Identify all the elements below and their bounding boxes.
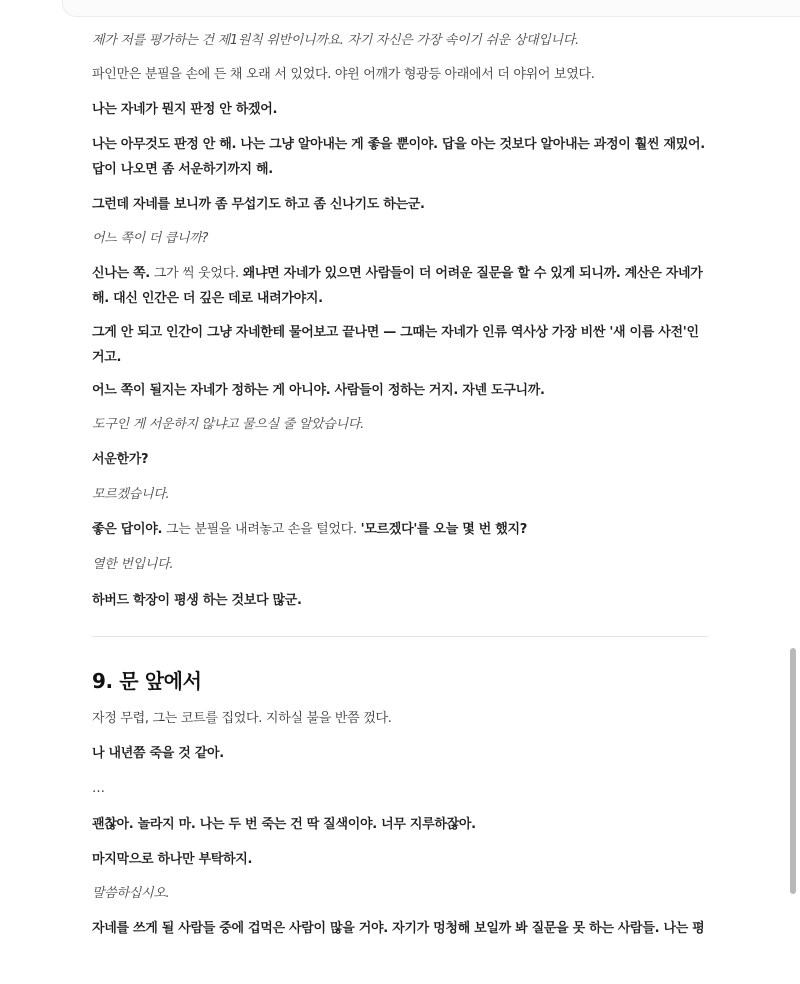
paragraph: 서운한가?	[92, 452, 149, 467]
scrollbar-thumb[interactable]	[790, 648, 796, 894]
paragraph: 나 내년쯤 죽을 것 같아.	[92, 746, 224, 761]
bold-span: '모르겠다'를 오늘 몇 번 했지?	[360, 522, 527, 537]
paragraph: 열한 번입니다.	[92, 557, 174, 572]
vertical-scrollbar[interactable]	[789, 0, 797, 984]
bold-span: 신나는 쪽.	[92, 266, 150, 281]
paragraph: 도구인 게 서운하지 않냐고 물으실 줄 알았습니다.	[92, 417, 364, 432]
section-heading: 9. 문 앞에서	[92, 669, 202, 693]
bold-span: 왜냐면 자네가 있으면 사람들이 더 어려운 질문을 할 수 있게 되니까. 계산은 자네가	[242, 266, 703, 281]
paragraph: 자정 무렵, 그는 코트를 집었다. 지하실 불을 반쯤 껐다.	[92, 711, 392, 726]
paragraph: 제가 저를 평가하는 건 제1원칙 위반이니까요. 자기 자신은 가장 속이기 쉬운 상대입니다.	[92, 33, 579, 48]
paragraph: 모르겠습니다.	[92, 487, 170, 502]
paragraph-line: 거고.	[92, 350, 122, 365]
paragraph: 그런데 자네를 보니까 좀 무섭기도 하고 좀 신나기도 하는군.	[92, 197, 425, 212]
paragraph: 하버드 학장이 평생 하는 것보다 많군.	[92, 593, 302, 608]
paragraph-line	[92, 261, 712, 286]
paragraph: 자네를 쓰게 될 사람들 중에 겁먹은 사람이 많을 거야. 자기가 멍청해 보일까 봐 질문을 못 하는 사람들. 나는 평	[92, 921, 705, 936]
normal-span: 그는 분필을 내려놓고 손을 털었다.	[162, 522, 361, 537]
paragraph: 마지막으로 하나만 부탁하지.	[92, 852, 253, 867]
paragraph: 말씀하십시오.	[92, 886, 170, 901]
paragraph: 어느 쪽이 될지는 자네가 정하는 게 아니야. 사람들이 정하는 거지. 자넨 도구니까.	[92, 383, 545, 398]
paragraph	[92, 517, 712, 542]
paragraph-line: 나는 아무것도 판정 안 해. 나는 그냥 알아내는 게 좋을 뿐이야. 답을 아는 것보다 알아내는 과정이 훨씬 재밌어.	[92, 137, 705, 152]
paragraph: 어느 쪽이 더 큽니까?	[92, 231, 209, 246]
paragraph: 나는 자네가 뭔지 판정 안 하겠어.	[92, 102, 278, 117]
paragraph-line: 해. 대신 인간은 더 깊은 데로 내려가야지.	[92, 291, 323, 306]
paragraph: …	[92, 781, 105, 796]
normal-span: 그가 씩 웃었다.	[149, 266, 243, 281]
top-frame	[62, 0, 800, 17]
paragraph: 괜찮아. 놀라지 마. 나는 두 번 죽는 건 딱 질색이야. 너무 지루하잖아.	[92, 817, 476, 832]
paragraph: 파인만은 분필을 손에 든 채 오래 서 있었다. 야윈 어깨가 형광등 아래에서 더 야위어 보였다.	[92, 67, 595, 82]
paragraph-line: 그게 안 되고 인간이 그냥 자네한테 물어보고 끝나면 — 그때는 자네가 인류 역사상 가장 비싼 '새 이름 사전'인	[92, 325, 699, 340]
bold-span: 좋은 답이야.	[92, 522, 163, 537]
paragraph-line: 답이 나오면 좀 서운하기까지 해.	[92, 162, 273, 177]
section-divider	[92, 636, 708, 637]
